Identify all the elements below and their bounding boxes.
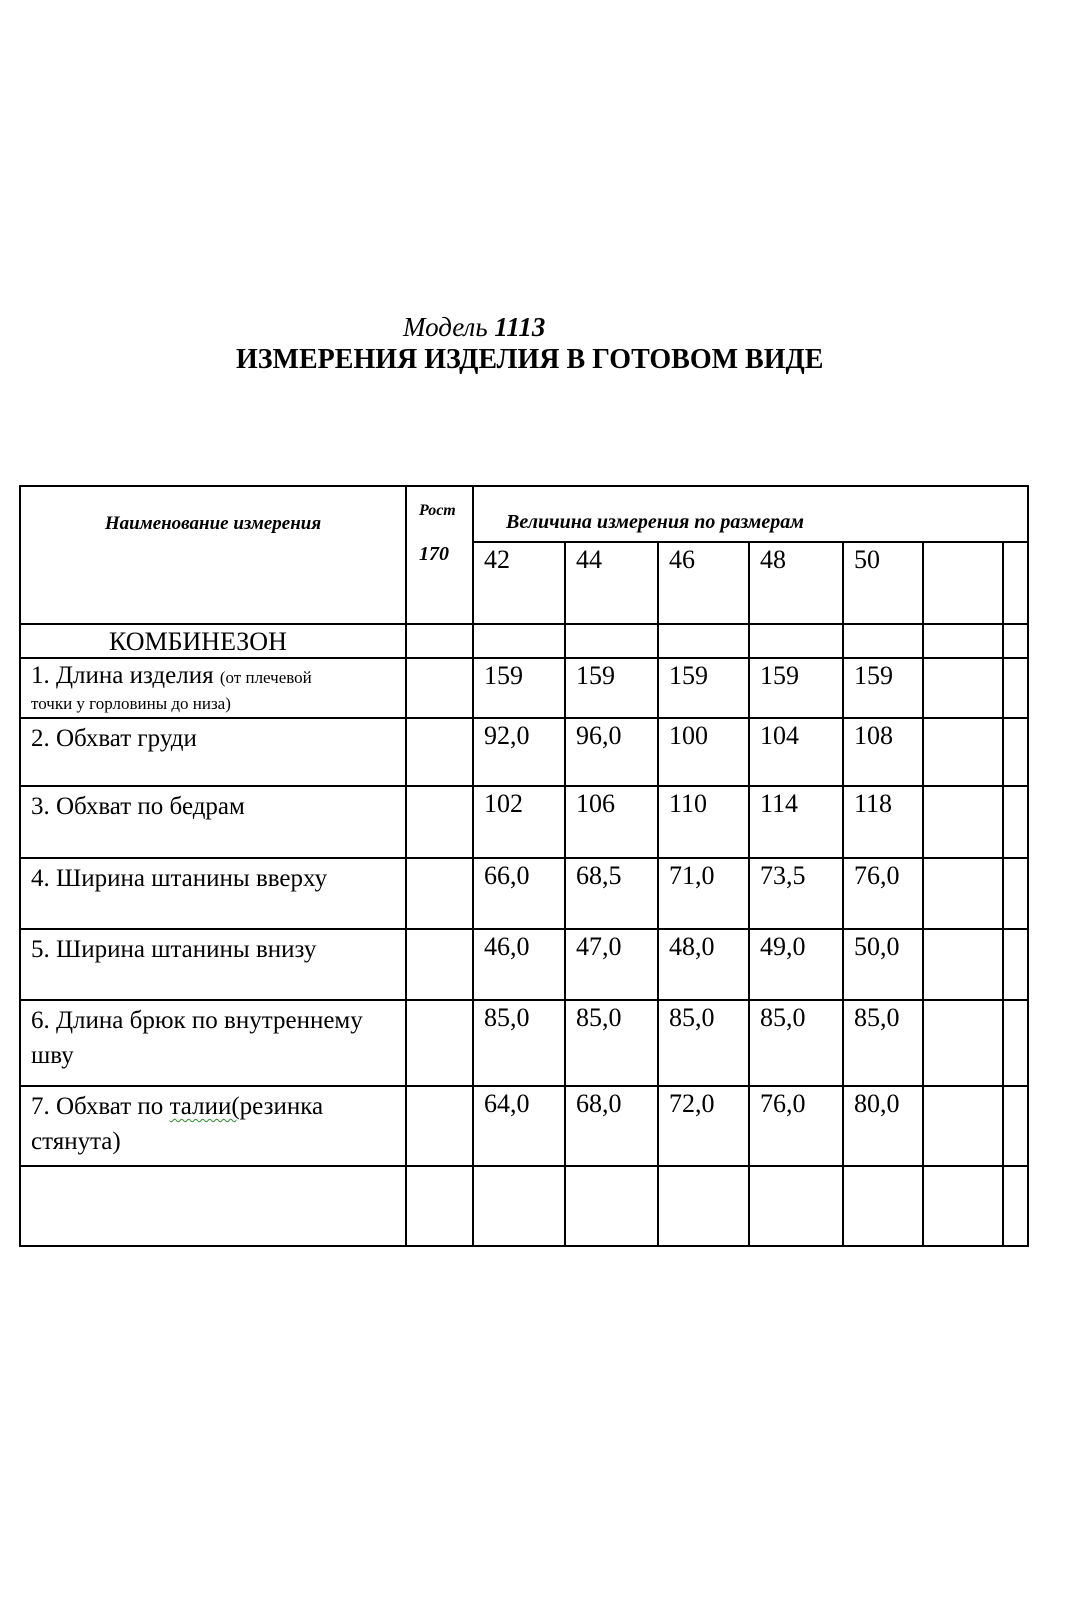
size-header-cell: 46 — [658, 542, 749, 624]
value-cell: 85,0 — [843, 1000, 923, 1086]
value-cell: 110 — [658, 786, 749, 858]
measurement-note: (от плечевой — [219, 668, 312, 687]
measurement-label-part1: 7. Обхват по — [31, 1093, 170, 1120]
size-header-cell: 42 — [473, 542, 565, 624]
measurement-name — [20, 1086, 406, 1166]
measurement-note-continued: точки у горловины до низа) — [31, 694, 231, 713]
value-cell: 72,0 — [658, 1086, 749, 1166]
value-cell: 102 — [473, 786, 565, 858]
size-header-cell: 44 — [565, 542, 658, 624]
value-cell: 85,0 — [749, 1000, 843, 1086]
value-cell: 85,0 — [658, 1000, 749, 1086]
empty-cell — [923, 658, 1003, 718]
table-row — [20, 786, 1028, 858]
value-cell: 159 — [658, 658, 749, 718]
model-label: Модель — [403, 312, 488, 342]
empty-cell — [406, 929, 473, 1000]
measurement-label-part3: резинка стянута) — [31, 1093, 324, 1155]
measurement-name — [20, 658, 406, 718]
empty-cell — [1003, 542, 1028, 624]
empty-cell — [843, 1166, 923, 1246]
table-row — [20, 858, 1028, 929]
value-cell: 76,0 — [843, 858, 923, 929]
value-cell: 106 — [565, 786, 658, 858]
value-cell: 48,0 — [658, 929, 749, 1000]
header-sizes-group: Величина измерения по размерам — [473, 486, 1028, 542]
measurement-name: 2. Обхват груди — [20, 718, 406, 786]
empty-cell — [923, 858, 1003, 929]
empty-cell — [1003, 718, 1028, 786]
measurement-name: 6. Длина брюк по внутреннему шву — [20, 1000, 406, 1086]
empty-cell — [749, 1166, 843, 1246]
empty-cell — [923, 929, 1003, 1000]
measurement-label-part2: талии( — [169, 1093, 240, 1120]
value-cell: 85,0 — [565, 1000, 658, 1086]
size-header-cell: 50 — [843, 542, 923, 624]
table-row — [20, 929, 1028, 1000]
table-row — [20, 658, 1028, 718]
header-measurement-name: Наименование измерения — [20, 486, 406, 624]
empty-cell — [1003, 1166, 1028, 1246]
empty-cell — [923, 1086, 1003, 1166]
value-cell: 80,0 — [843, 1086, 923, 1166]
empty-cell — [1003, 1086, 1028, 1166]
empty-cell — [1003, 858, 1028, 929]
table-row — [20, 1086, 1028, 1166]
empty-cell — [473, 1166, 565, 1246]
empty-cell — [749, 624, 843, 658]
value-cell: 49,0 — [749, 929, 843, 1000]
value-cell: 71,0 — [658, 858, 749, 929]
value-cell: 92,0 — [473, 718, 565, 786]
empty-cell — [923, 542, 1003, 624]
value-cell: 46,0 — [473, 929, 565, 1000]
value-cell: 64,0 — [473, 1086, 565, 1166]
empty-cell — [473, 624, 565, 658]
empty-cell — [1003, 786, 1028, 858]
empty-cell — [406, 1086, 473, 1166]
value-cell: 114 — [749, 786, 843, 858]
empty-cell — [658, 1166, 749, 1246]
value-cell: 73,5 — [749, 858, 843, 929]
value-cell: 159 — [749, 658, 843, 718]
empty-cell — [406, 658, 473, 718]
value-cell: 50,0 — [843, 929, 923, 1000]
empty-cell — [923, 718, 1003, 786]
model-number: 1113 — [494, 312, 546, 342]
empty-cell — [658, 624, 749, 658]
empty-cell — [923, 624, 1003, 658]
empty-cell — [406, 624, 473, 658]
measurement-name: 5. Ширина штанины внизу — [20, 929, 406, 1000]
value-cell: 118 — [843, 786, 923, 858]
section-title: КОМБИНЕЗОН — [20, 624, 406, 658]
value-cell: 100 — [658, 718, 749, 786]
empty-cell — [565, 1166, 658, 1246]
empty-cell — [406, 858, 473, 929]
empty-cell — [406, 1166, 473, 1246]
value-cell: 108 — [843, 718, 923, 786]
empty-cell — [1003, 929, 1028, 1000]
value-cell: 159 — [473, 658, 565, 718]
page-title: ИЗМЕРЕНИЯ ИЗДЕЛИЯ В ГОТОВОМ ВИДЕ — [236, 344, 824, 375]
value-cell: 85,0 — [473, 1000, 565, 1086]
empty-cell — [923, 786, 1003, 858]
table-row-empty — [20, 1166, 1028, 1246]
empty-cell — [406, 786, 473, 858]
header-height-label: Рост — [419, 502, 456, 519]
measurement-name: 4. Ширина штанины вверху — [20, 858, 406, 929]
empty-cell — [1003, 658, 1028, 718]
value-cell: 68,5 — [565, 858, 658, 929]
size-header-cell: 48 — [749, 542, 843, 624]
header-height-value: 170 — [419, 543, 449, 565]
value-cell: 66,0 — [473, 858, 565, 929]
empty-cell — [1003, 1000, 1028, 1086]
empty-cell — [406, 718, 473, 786]
value-cell: 96,0 — [565, 718, 658, 786]
empty-cell — [843, 624, 923, 658]
empty-cell — [565, 624, 658, 658]
measurements-table — [19, 485, 1029, 1247]
table-row — [20, 718, 1028, 786]
header-height — [406, 486, 473, 624]
value-cell: 159 — [565, 658, 658, 718]
empty-cell — [923, 1000, 1003, 1086]
measurement-label: 1. Длина изделия — [31, 662, 214, 689]
value-cell: 68,0 — [565, 1086, 658, 1166]
empty-cell — [20, 1166, 406, 1246]
value-cell: 159 — [843, 658, 923, 718]
value-cell: 47,0 — [565, 929, 658, 1000]
model-line — [403, 312, 545, 343]
value-cell: 104 — [749, 718, 843, 786]
empty-cell — [923, 1166, 1003, 1246]
table-row — [20, 1000, 1028, 1086]
value-cell: 76,0 — [749, 1086, 843, 1166]
measurement-name: 3. Обхват по бедрам — [20, 786, 406, 858]
empty-cell — [406, 1000, 473, 1086]
empty-cell — [1003, 624, 1028, 658]
